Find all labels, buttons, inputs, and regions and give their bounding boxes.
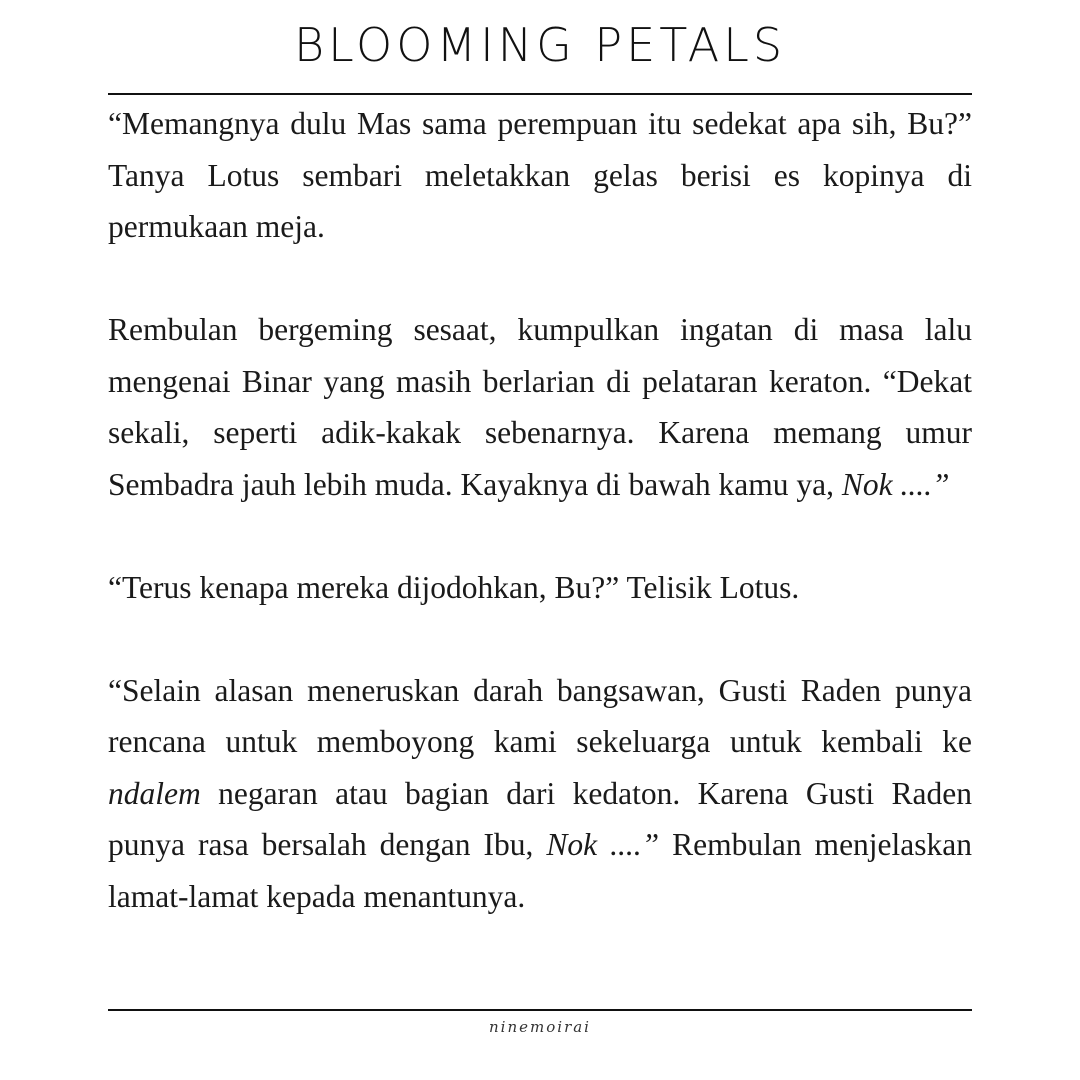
text-run: “Selain alasan meneruskan darah bangsawan, Gusti Raden punya rencana untuk memboyong kami sekeluarga untuk kembali ke [108,672,972,759]
story-body [108,98,972,922]
story-paragraph [108,304,972,510]
text-run: Rembulan menjelaskan lamat-lamat kepada menantunya. [108,827,973,914]
italic-text-run: Nok ....” [841,466,950,502]
text-run: Rembulan bergeming sesaat, kumpulkan ingatan di masa lalu mengenai Binar yang masih berlarian di pelataran keraton. “Dekat sekali, seperti adik-kakak sebenarnya. Karena memang umur Sembadra jauh lebih muda. Kayaknya di bawah kamu ya, [108,312,972,502]
story-paragraph [108,562,972,614]
italic-text-run: Nok ....” [546,827,660,862]
text-run: “Terus kenapa mereka dijodohkan, Bu?” Telisik Lotus. [108,569,800,605]
text-run: negaran atau bagian dari kedaton. Karena Gusti Raden punya rasa bersalah dengan Ibu, [108,775,972,862]
story-paragraph [108,98,972,253]
bottom-divider [108,1009,972,1011]
story-paragraph [108,665,972,923]
top-divider [108,93,972,95]
author-signature: ninemoirai [489,1018,591,1036]
text-run: “Memangnya dulu Mas sama perempuan itu sedekat apa sih, Bu?” Tanya Lotus sembari meletakkan gelas berisi es kopinya di permukaan meja. [108,106,972,244]
italic-text-run: ndalem [108,775,201,811]
page-title: BLOOMING PETALS [293,18,787,72]
